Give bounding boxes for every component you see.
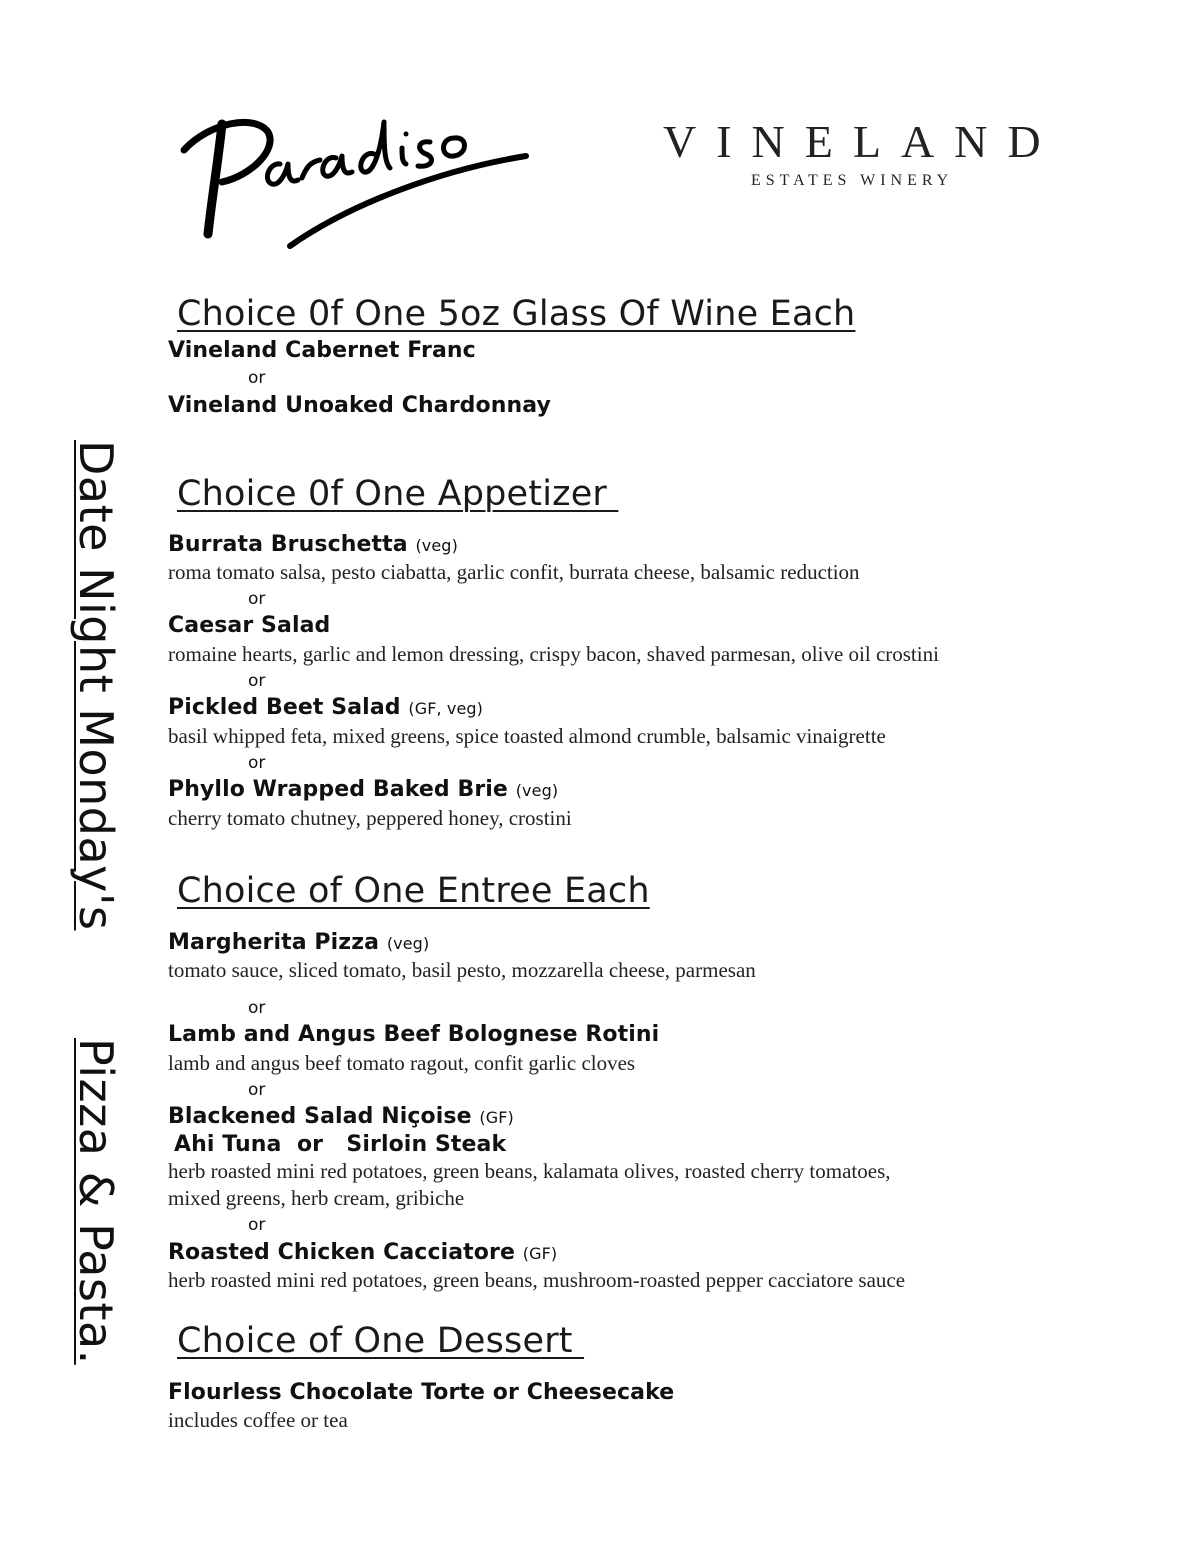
paradiso-logo (170, 92, 540, 257)
appetizer-item-desc: basil whipped feta, mixed greens, spice toasted almond crumble, balsamic vinaigrette (168, 724, 886, 748)
wine-option-cabernet: Vineland Cabernet Franc (168, 338, 476, 363)
diet-tag: (GF) (522, 1244, 558, 1263)
entree-protein-options: Ahi Tuna or Sirloin Steak (174, 1132, 507, 1157)
diet-tag: (GF) (479, 1108, 514, 1127)
entree-item-desc: herb roasted mini red potatoes, green beans, mushroom-roasted pepper cacciatore sauce (168, 1268, 906, 1292)
appetizer-item-name: Burrata Bruschetta (veg) (168, 532, 458, 557)
appetizer-item-desc: cherry tomato chutney, peppered honey, crostini (168, 806, 572, 830)
dessert-heading: Choice of One Dessert (177, 1321, 585, 1361)
appetizer-item-desc: romaine hearts, garlic and lemon dressing, crispy bacon, shaved parmesan, olive oil crostini (168, 642, 939, 666)
diet-tag: (veg) (415, 536, 458, 555)
appetizer-item-name: Phyllo Wrapped Baked Brie (veg) (168, 777, 559, 802)
diet-tag: (veg) (515, 781, 559, 800)
appetizer-or: or (248, 671, 266, 691)
dessert-item-desc: includes coffee or tea (168, 1408, 348, 1432)
wine-heading: Choice 0f One 5oz Glass Of Wine Each (177, 294, 856, 334)
entree-item-name: Blackened Salad Niçoise (GF) (168, 1104, 514, 1129)
vineland-logo-subtitle: ESTATES WINERY (751, 172, 954, 189)
side-title-pizza-pasta: Pizza & Pasta. (69, 1038, 123, 1365)
vineland-logo-title: VINELAND (663, 116, 1061, 167)
entree-item-desc: lamb and angus beef tomato ragout, confit garlic cloves (168, 1051, 636, 1075)
entree-item-desc-continued: mixed greens, herb cream, gribiche (168, 1186, 465, 1210)
entree-heading: Choice of One Entree Each (177, 871, 650, 911)
appetizer-item-name: Caesar Salad (168, 613, 331, 638)
appetizer-or: or (248, 753, 266, 773)
diet-tag: (veg) (386, 934, 430, 953)
dessert-item-name: Flourless Chocolate Torte or Cheesecake (168, 1380, 675, 1405)
appetizer-or: or (248, 589, 266, 609)
entree-item-desc: herb roasted mini red potatoes, green beans, kalamata olives, roasted cherry tomatoes, (168, 1159, 891, 1183)
diet-tag: (GF, veg) (408, 699, 484, 718)
side-title-date-night: Date Night Monday's (69, 440, 123, 931)
entree-item-name: Roasted Chicken Cacciatore (GF) (168, 1240, 558, 1265)
entree-or: or (248, 1215, 266, 1235)
entree-or: or (248, 1080, 266, 1100)
wine-or: or (248, 368, 266, 388)
entree-item-desc: tomato sauce, sliced tomato, basil pesto, mozzarella cheese, parmesan (168, 958, 756, 982)
wine-option-chardonnay: Vineland Unoaked Chardonnay (168, 393, 551, 418)
appetizer-heading: Choice 0f One Appetizer (177, 474, 619, 514)
appetizer-item-desc: roma tomato salsa, pesto ciabatta, garlic confit, burrata cheese, balsamic reduction (168, 560, 860, 584)
entree-item-name: Lamb and Angus Beef Bolognese Rotini (168, 1022, 660, 1047)
entree-or: or (248, 998, 266, 1018)
entree-item-name: Margherita Pizza (veg) (168, 930, 430, 955)
appetizer-item-name: Pickled Beet Salad (GF, veg) (168, 695, 484, 720)
